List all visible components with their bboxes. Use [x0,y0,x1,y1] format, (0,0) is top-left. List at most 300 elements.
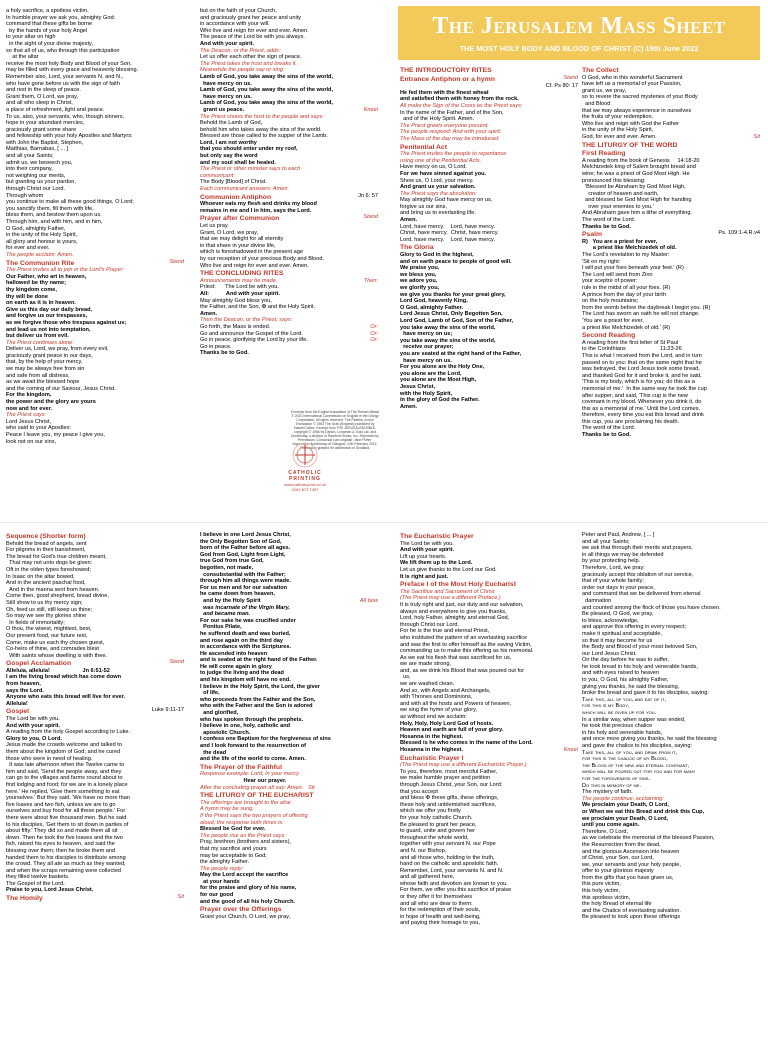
text-line: and of the Holy Spirit. Amen. [400,116,475,123]
text-line: God, for ever and ever. Amen. Sit [582,133,760,140]
text-line: hallowed be thy name; [6,280,66,287]
text-line: for ever and ever. [6,245,50,252]
text-line: and blessed be God Most High for handing [582,197,692,204]
text-line: who instituted the pattern of an everlasting sacrifice [400,634,528,641]
text-line: 'Sit on my right: [582,258,621,265]
text-line: A reading from the first letter of St Paul [582,339,679,346]
text-line: In a similar way, when supper was ended, [582,716,686,723]
text-line: in accordance with the Scriptures. [200,644,292,651]
text-line: until you come again. [582,822,640,829]
text-line: them about the kingdom of God; and he cured [6,749,121,755]
text-line: we ask that through their merits and prayers, [582,545,693,552]
text-line: thy kingdom come, [6,286,57,293]
text-line: using one of the Penitential Acts. [400,157,482,164]
text-line: I will put your foes beneath your feet.' (R) [582,265,684,272]
text-line: the fruits of your redemption. [582,114,654,121]
text-line: who proceeds from the Father and the Son, [200,696,316,703]
text-line: The Lord be with you. [400,540,454,547]
text-line: so to revere the sacred mysteries of your Body [582,94,698,101]
text-line: Oh, feed us still, still keep us thine; [6,606,93,613]
text-line: Do this in memory of me. [582,782,642,789]
text-line: over your enemies to you.' [582,203,654,210]
text-line: In fields of immortality; [6,619,65,626]
text-line: not weighing our merits, [6,172,66,179]
text-line: Prayer after Communion Stand [200,214,378,223]
text-line: have mercy on us; [400,331,453,338]
text-line: this cup, you are proclaiming his death. [582,418,680,425]
text-line: As we eat his flesh that was sacrificed for us, [400,654,512,661]
text-line: and, as we drink his Blood that was poured out for [400,667,525,674]
text-line: which will be given up for you. [582,710,657,717]
text-line: Deliver us, Lord, we pray, from every evil, [6,346,109,353]
text-line: for this is my Body, [582,703,630,710]
text-line: hand on the catholic and apostolic faith. [400,861,499,868]
text-line: and all gathered here, [400,874,455,881]
text-line: The Sacrifice and Sacrament of Christ [400,588,495,595]
text-line: a holy sacrifice, a spotless victim. [6,8,89,14]
text-line: to bless, acknowledge, [582,617,639,624]
text-line: this holy victim, [582,888,620,895]
text-line: Come then, good shepherd, bread divine, [6,593,109,600]
text-line: true God from true God, [200,558,264,565]
text-line: We praise you, [400,265,440,272]
text-line: The people acclaim: Amen. [6,251,74,258]
text-line: O God, almighty Father. [400,304,464,311]
text-line: and satisfied them with honey from the rock. [400,96,519,103]
text-line: and safe from all distress, [6,372,70,379]
text-line: as we forgive those who trespass against us; [6,319,127,326]
text-line: He will come again in glory [200,663,272,670]
text-line: we are washed clean. [400,681,455,688]
text-line: The Priest shows the host to the people and says: [200,113,324,120]
text-line: So may we see thy glories shine [6,613,87,620]
bottom-column-4 [582,532,760,1026]
text-line: The people continue, acclaiming: [582,795,664,802]
text-line: we may be always free from sin [6,366,85,373]
text-line: Cf. Ps 80: 17 [545,83,578,90]
text-line: If the Priest says the two prayers of offering [200,812,308,819]
text-line: and was the first to offer himself as the saving Victim, [400,641,532,648]
text-line: the Only Begotten Son of God, [200,538,282,545]
text-line: O thou, the wisest, mightiest, best, [6,626,92,633]
text-line: Have mercy on us, O Lord. [400,164,467,171]
text-line: Entrance Antiphon or a hymn Stand [400,74,578,83]
text-line: damnation [582,597,612,604]
text-line: Each communicant answers: Amen. [200,186,290,193]
text-line: THE CONCLUDING RITES [200,270,284,278]
text-line: our Lord Jesus Christ. [582,650,637,657]
text-line: and once more giving you thanks, he said the blessing [582,736,717,743]
text-line: and rest in the sleep of peace. [6,87,81,94]
text-line: In Isaac on the altar bowed, [6,573,75,580]
text-line: The Communion Rite Stand [6,258,184,267]
text-line: and gave the chalice to his disciples, saying: [582,743,693,749]
text-line: and glorified, [200,710,239,717]
text-line: For them, we offer you this sacrifice of praise [400,887,512,894]
text-line: Behold the Lamb of God, [200,120,263,127]
text-line: apostolic Church. [200,729,251,736]
text-line: Take this, all of you, and drink from it, [582,749,678,756]
text-line: and the coming of our Saviour, Jesus Christ. [6,385,116,392]
text-line: A hymn may be sung. [200,806,254,813]
text-line: giving you thanks, he said the blessing, [582,683,680,690]
text-line: in hope of health and well-being, [400,913,481,920]
text-line: of life, [200,690,220,697]
text-line: as without end we acclaim: [400,714,467,721]
text-line: The Collect [582,67,619,74]
text-line: the Father, and the Son, ✠ and the Holy Spirit. [200,304,316,311]
text-line: Let us give thanks to the Lord our God. [400,566,497,573]
text-line: Take this, all of you, and eat of it, [582,696,667,703]
text-line: and all those who, holding to the truth, [400,854,495,861]
text-line: the dead [200,749,227,756]
text-line: to guard, unite and govern her [400,828,475,835]
text-line: from heaven, [6,681,41,688]
text-line: with Thrones and Dominions, [400,694,473,701]
text-line: 'Blessed be Abraham by God Most High, [582,184,686,191]
text-line: and lead us not into temptation, [6,326,91,333]
text-line: aloud, the response both times is: [200,819,284,826]
bottom-column-3 [400,532,578,1026]
text-line: Our Father, who art in heaven, [6,273,87,280]
text-line: In humble prayer we ask you, almighty God: [6,14,116,21]
text-line: Go in peace, glorifying the Lord by your life. Or: [200,337,378,344]
text-line: Prayer over the Offerings [200,906,282,914]
text-line: on the holy mountains; [582,298,639,305]
logo-url: www.catholicprint.co.uk [284,482,326,487]
text-line: blessing over them; then he broke them and [6,847,116,854]
text-line: Grant, O Lord, we pray, [200,229,259,236]
text-line: and N. our Bishop, [400,847,447,854]
text-line: remains in me and I in him, says the Lord. [200,207,312,214]
text-line: R) You are a priest for ever, [582,238,658,245]
text-line: The Priest says: [6,412,47,419]
text-line: (The Priest may use a different Eucharistic Prayer.) [400,762,527,769]
text-line: we sing the hymn of your glory, [400,707,478,714]
text-line: creator of heaven and earth, [582,190,659,197]
text-line: consubstantial with the Father; [200,571,286,578]
text-line: and rose again on the third day [200,637,283,644]
text-line: wine; he was a priest of God Most High. He [582,170,690,177]
text-line: by our reception of your precious Body and Blood. [200,255,325,262]
text-line: Matthias, Barnabas, [ ... ] [6,146,69,153]
text-line: The bread for God's true children meant, [6,553,107,560]
text-line: Lamb of God, you take away the sins of the world, [200,73,334,80]
text-line: The offerings are brought to the altar. [200,799,293,806]
text-line: in the unity of the Holy Spirit, [582,127,654,134]
text-line: And with your spirit. [6,722,61,729]
text-line: Anyone who eats this bread will live for ever. [6,694,126,701]
text-line: Oft in the olden types foreshowed; [6,566,91,573]
text-line: he suffered death and was buried, [200,630,291,637]
text-line: rule in the midst of all your foes. (R) [582,285,671,291]
logo-name: CATHOLIC [288,470,322,476]
text-line: after supper, and said, 'This cup is the new [582,392,688,399]
text-line: The people reply: [200,865,244,872]
text-line: you alone are the Lord, [400,370,462,377]
text-line: make it spiritual and acceptable, [582,630,662,637]
text-line: with the Holy Spirit, [400,390,453,397]
text-line: The Mass of the day may be introduced. [400,135,500,142]
text-line: handed them to his disciples to distribute among [6,854,126,861]
text-line: Preface I of the Most Holy Eucharist [400,581,516,589]
text-line: you take away the sins of the world, [400,337,496,344]
text-line: O God, who in this wonderful Sacrament [582,74,683,81]
text-line: The Lord be with you. [6,716,60,723]
text-line: and with all the hosts and Powers of heaven, [400,700,512,707]
text-line: Thanks be to God. [200,350,249,357]
text-line: And in the manna sent from heaven. [6,586,100,593]
text-line: Psalm Ps. 109:1-4.R.v4 [582,230,760,239]
text-line: Meanwhile the people say or sing: [200,67,285,74]
text-line: The Priest invites the people to repentance [400,151,507,158]
text-line: Lord, holy Father, almighty and eternal God, [400,615,510,622]
text-line: have mercy on us. [400,357,452,364]
text-line: Lord, have mercy. Lord, have mercy. [400,223,495,230]
text-line: Remember, Lord, your servants N. and N. [400,867,504,874]
text-line: Alleluia, alleluia! Jn 6:51-52 [6,667,110,674]
text-line: The word of the Lord. [582,425,636,432]
text-line: through Jesus Christ, your Son, our Lord: [400,781,503,788]
text-line: The Priest continues alone: [6,339,74,346]
text-line: a priest like Melchizedek of old.' (R) [582,324,671,331]
text-line: The mystery of faith. [582,789,633,796]
text-line: For he is the true and eternal Priest, [400,628,490,635]
text-line: God from God, Light from Light, [200,551,286,558]
text-line: I believe in the Holy Spirit, the Lord, the giver [200,683,320,690]
text-line: in the sight of your divine majesty, [6,40,93,47]
text-line: Grant them, O Lord, we pray, [6,93,79,100]
text-line: I believe in one, holy, catholic and [200,723,291,730]
text-line: Give us this day our daily bread, [6,306,93,313]
text-line: and the life of the world to come. Amen. [200,756,306,763]
text-line: that my sacrifice and yours [200,845,267,852]
text-line: Our present food, our future rest, [6,632,88,639]
text-line: and when the scraps remaining were collected [6,867,122,874]
text-line: as we celebrate the memorial of the blessed Passion, [582,835,715,842]
text-line: Lord, I am not worthy [200,139,257,146]
text-line: Glory to God in the highest, [400,252,474,259]
text-line: us, [400,674,411,681]
text-line: Gospel Acclamation Stand [6,659,184,668]
text-line: grant us, we pray, [582,87,627,94]
text-line: The peace of the Lord be with you always. [200,34,305,41]
text-line: was betrayed, the Lord Jesus took some bread, [582,366,700,373]
text-line: Blessed are those called to the supper of the Lamb. [200,133,328,140]
text-line: For us men and for our salvation [200,584,288,591]
text-line: I am the living bread which has come down [6,674,122,681]
text-line: forgive us our sins, [400,203,447,210]
bottom-column-2 [200,532,378,1026]
text-line: memorial of me.' In the same way he took the cup [582,385,707,392]
text-line: to you, O God, his almighty Father, [582,677,669,684]
text-line: your sceptre of power: [582,278,638,285]
text-line: begotten, not made, [200,564,254,571]
text-line: O God, almighty Father, [6,225,66,232]
text-line: that we may delight for all eternity [200,236,284,243]
text-line: we give you thanks for your great glory, [400,291,506,298]
text-line: The Priest takes the host and breaks it. [200,60,298,67]
text-line: in the glory of God the Father. [400,397,480,404]
text-line: Show us, O Lord, your mercy. [400,177,474,184]
text-line: as we await the blessed hope [6,379,80,386]
text-line: Gospel Luke 9:11-17 [6,707,184,716]
text-line: and became man. [200,611,251,618]
text-line: for our good [200,892,234,899]
text-line: Who live and reign with God the Father [582,120,680,127]
text-line: Heaven and earth are full of your glory. [400,727,504,734]
text-line: we adore you, [400,278,438,285]
text-line: who with the Father and the Son is adored [200,703,313,710]
text-line: receive the most holy Body and Blood of your Son, [6,60,132,67]
text-line: All make the Sign of the Cross as the Priest says: [400,102,523,109]
text-line: Lamb of God, you take away the sins of the world, [200,100,334,107]
text-line: the almighty Father. [200,859,250,866]
text-line: all glory and honour is yours, [6,238,78,245]
sheet-divider [0,522,768,523]
text-line: says the Lord. [6,687,44,694]
text-line: The Gospel of the Lord. [6,880,65,887]
text-line: Who live and reign for ever and ever. Amen. [200,262,309,269]
text-line: Be pleased, O God, we pray, [582,611,654,618]
text-line: Still show to us thy mercy sign; [6,599,83,606]
logo-name-2: PRINTING [289,476,321,482]
text-line: so that it may become for us [582,637,653,644]
text-line: into their company, [6,166,53,173]
text-line: hope in your abundant mercies, [6,120,85,127]
text-line: grant us peace. Kneel [200,106,378,113]
text-line: may be acceptable to God, [200,852,267,859]
text-line: Amen. [200,310,218,317]
text-line: admit us, we beseech you, [6,159,73,166]
text-line: a priest like Melchizedek of old. [582,245,677,252]
text-line: he came down from heaven, [200,591,275,598]
text-line: but only say the word [200,153,258,160]
text-line: we proclaim your Death, O Lord, [582,815,669,822]
text-line: 'You are a priest for ever, [582,317,644,324]
text-line: communicant: [200,172,235,179]
text-line: and approve this offering in every respect; [582,624,687,631]
text-line: through Christ our Lord. [6,186,66,193]
text-line: you continue to make all these good things, O Lord; [6,199,134,206]
bottom-sheet [0,528,768,1040]
text-line: Response example: Lord, in your mercy. [200,771,301,778]
text-line: He ascended into heaven [200,650,268,657]
text-line: Through whom [6,192,44,199]
top-sheet [0,0,768,512]
text-line: you take away the sins of the world, [400,324,496,331]
text-line: order our days in your peace, [582,584,655,591]
text-line: With saints whose dwelling is with thee. [6,652,108,659]
text-line: bless them, and bestow them upon us. [6,212,102,219]
text-line: from the womb before the daybreak I begot you. (R) [582,304,711,311]
text-line: The word of the Lord. [582,217,636,224]
text-line: First Reading [582,150,626,158]
text-line: And with your spirit. [400,547,455,554]
sheet-title: The Jerusalem Mass Sheet [432,13,726,39]
text-line: The Deacon, or the Priest, adds: [200,47,281,54]
text-line: Come, make us each thy chosen guest, [6,639,105,646]
text-line: and all your Saints; [6,153,54,160]
text-line: we glorify you, [400,285,440,291]
text-line: And Abraham gave him a tithe of everything. [582,210,693,217]
text-line: Amen. [400,217,418,224]
text-line: Let us offer each other the sign of peace. [200,54,302,61]
text-line: so that all of us, who through this participation [6,47,120,54]
text-line: and fellowship with your holy Apostles and Martyrs: [6,133,133,140]
text-line: Christ, have mercy. Christ, have mercy. [400,230,499,237]
text-line: Blessed is he who comes in the name of the Lord. [400,740,533,747]
text-line: in that share in your divine life, [200,242,276,249]
text-line: him and said, 'Send the people away, and they [6,768,122,775]
text-line: on earth as it is in heaven. [6,300,76,307]
text-line: Hosanna in the highest. Kneel [400,747,578,753]
text-line: THE LITURGY OF THE WORD [582,141,678,149]
text-line: the power and the glory are yours [6,399,96,406]
text-line: that you accept [400,788,438,795]
text-line: the Resurrection from the dead, [582,841,661,848]
bottom-column-1 [6,532,184,1026]
text-line: Remember also, Lord, your servants N. and N., [6,73,124,80]
logo-phone: 0161 873 7457 [291,487,319,492]
text-line: of Christ, your Son, our Lord, [582,855,654,862]
text-line: yourselves.' But they said, 'We have no more than [6,795,130,802]
text-line: we make humble prayer and petition [400,775,491,782]
text-line: for the praise and glory of his name, [200,885,297,892]
text-line: by your protecting help. [582,558,641,565]
text-line: THE INTRODUCTORY RITES [400,67,492,74]
text-line: here.' He replied, 'Give them something to eat [6,788,120,795]
text-line: Announcements may be made. Then: [200,277,378,284]
text-line: This is what I received from the Lord, and in turn [582,352,702,359]
text-line: that, by the help of your mercy, [6,359,83,366]
text-line: Sequence (Shorter form) [6,533,86,540]
text-line: receive our prayer; [400,344,454,351]
text-line: pronounced this blessing: [582,177,646,184]
text-line: In the name of the Father, and of the Son, [400,109,504,116]
text-line: Blessed be God for ever. [200,826,266,833]
text-line: graciously accept this oblation of our service, [582,571,694,578]
text-line: Jesus Christ, [400,383,436,390]
text-line: Let us pray. [200,223,229,229]
text-line: Hear our prayer. [200,777,287,784]
text-line: To us, also, your servants, who, though sinners, [6,113,125,120]
text-line: you are seated at the right hand of the Father, [400,350,522,357]
text-line: always and everywhere to give you thanks, [400,608,507,615]
text-line: And so, with Angels and Archangels, [400,687,491,694]
text-line: It was late afternoon when the Twelve came to [6,762,125,769]
text-line: Go forth, the Mass is ended. Or: [200,323,378,330]
text-line: Communion Antiphon Jn 6: 57 [200,192,378,201]
text-line: and all your Saints; [582,538,630,545]
text-line: Lord, have mercy. Lord, have mercy. [400,236,495,243]
text-line: To you, therefore, most merciful Father, [400,768,498,775]
text-line: (The Priest may use a different Preface.) [400,595,501,602]
text-line: graciously grant peace in our days, [6,352,93,359]
text-line: Who live and reign for ever and ever. Amen. [200,27,309,34]
text-line: May almighty God have mercy on us, [400,197,493,204]
text-line: commanding us to make this offering as his memorial. [400,648,534,655]
text-line: For pilgrims in their banishment, [6,547,86,554]
text-line: he took this precious chalice [582,723,653,730]
text-line: Jesus made the crowds welcome and talked to [6,742,122,749]
text-line: Grant your Church, O Lord, we pray, [200,913,291,920]
text-line: Peace I leave you, my peace I give you, [6,432,105,438]
text-line: Pontius Pilate, [200,624,242,631]
text-line: May almighty God bless you, [200,297,272,304]
text-line: We proclaim your Death, O Lord, [582,802,669,809]
text-line: The Gloria [400,244,434,252]
